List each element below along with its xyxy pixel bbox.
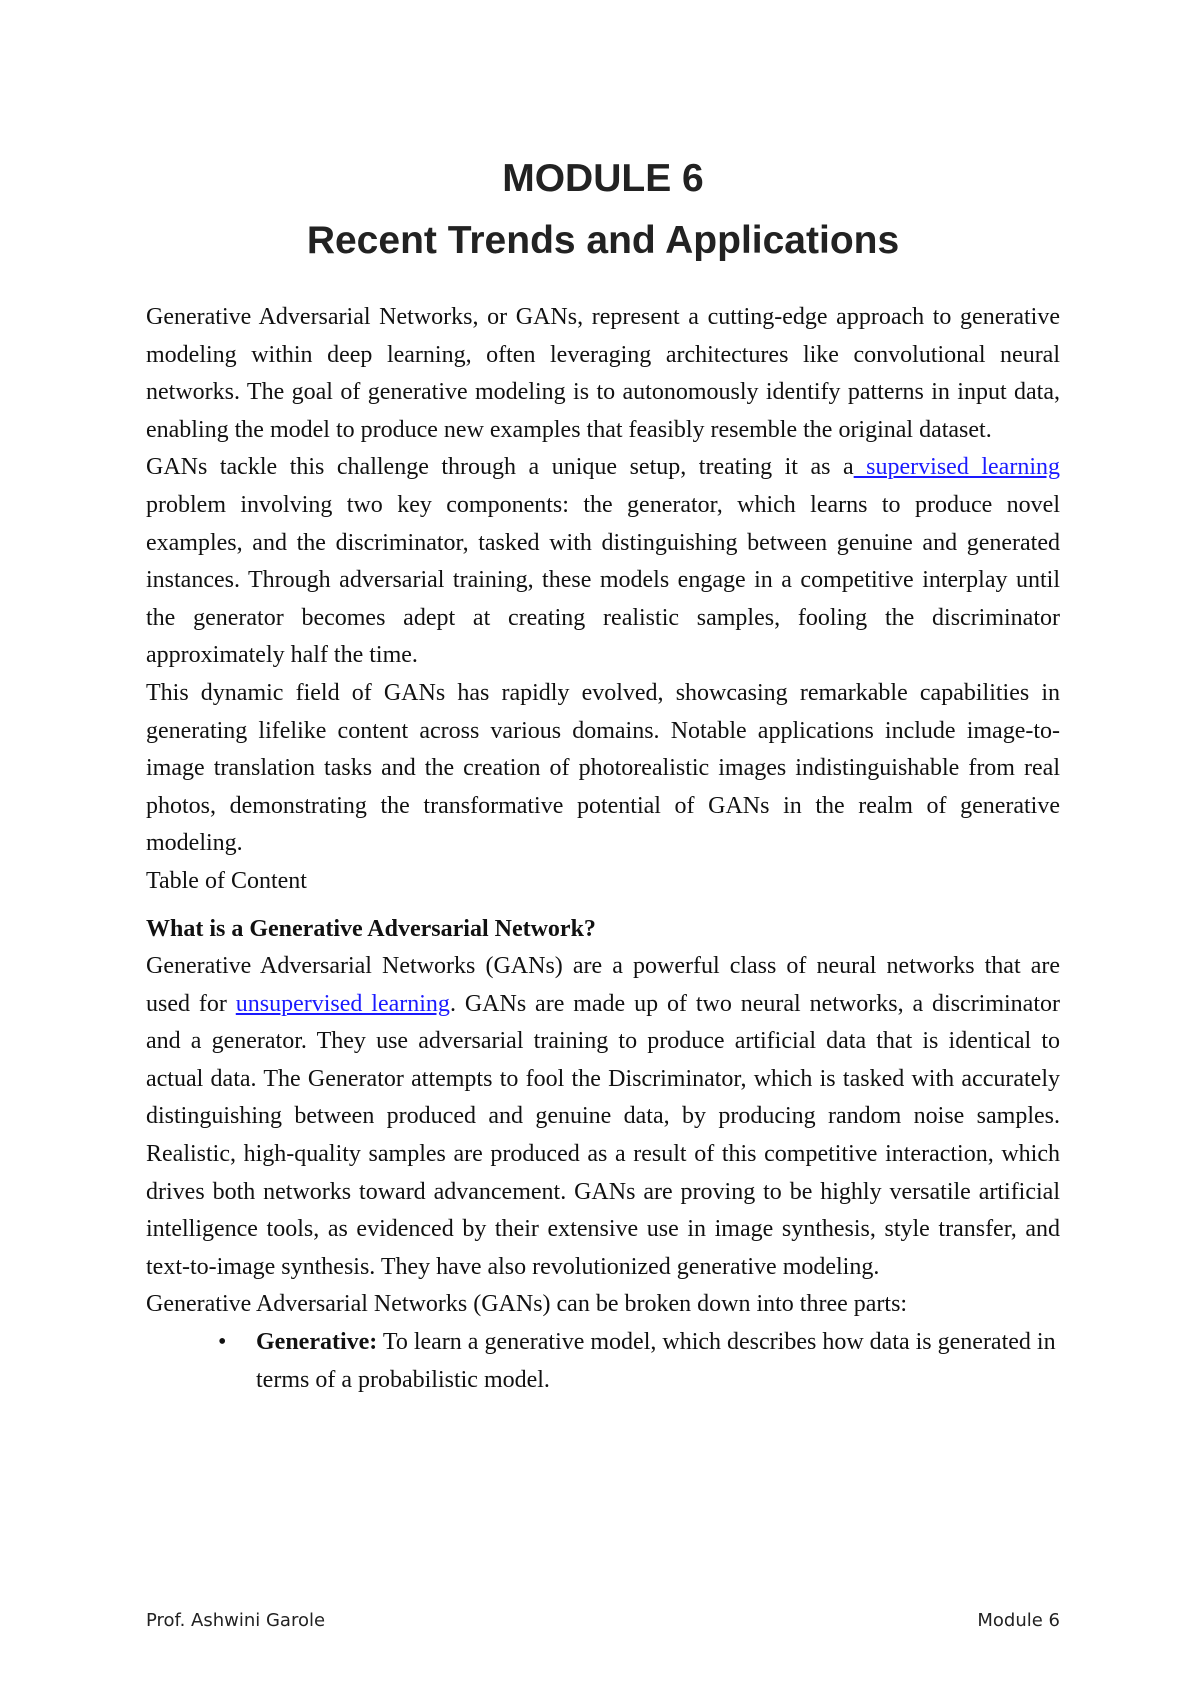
intro-paragraph-2 [146,449,1060,675]
list-item-term: Generative: [256,1329,378,1356]
table-of-content-label: Table of Content [146,867,307,894]
intro-paragraph-1: Generative Adversarial Networks, or GANs, represent a cutting-edge approach to generative modeling within deep learning, often leveraging architectures like convolutional neural networks. The goal of generative modeling is to autonomously identify patterns in input data, enabling the model to produce new examples that feasibly resemble the original dataset. [146,304,1060,443]
section-heading: What is a Generative Adversarial Network? [146,915,596,942]
section-paragraph-2: Generative Adversarial Networks (GANs) can be broken down into three parts: [146,1291,908,1318]
unsupervised-learning-link[interactable]: unsupervised learning [235,990,450,1017]
intro-paragraph-3: This dynamic field of GANs has rapidly evolved, showcasing remarkable capabilities in generating lifelike content across various domains. Notable applications include image-to-image translation tasks and the creation of photorealistic images indistinguishable from real photos, demonstrating the transformative potential of GANs in the realm of generative modeling. [146,679,1060,857]
page-title [146,148,1060,272]
parts-list [146,1324,1060,1399]
section-paragraph-1-start: Generative Adversarial Networks (GANs) are a powerful class of neural networks that are used for [146,953,1060,1017]
document-body [146,299,1060,1399]
section-paragraph-1-end: . GANs are made up of two neural networks, a discriminator and a generator. They use adversarial training to produce artificial data that is identical to actual data. The Generator attempts to fool the Discriminator, which is tasked with accurately distinguishing between produced and genuine data, by producing random noise samples. Realistic, high-quality samples are produced as a result of this competitive interaction, which drives both networks toward advancement. GANs are proving to be highly versatile artificial intelligence tools, as evidenced by their extensive use in image synthesis, style transfer, and text-to-image synthesis. They have also revolutionized generative modeling. [146,990,1060,1280]
bullet-icon: • [218,1329,227,1356]
section-paragraph-1 [146,948,1060,1286]
supervised-learning-link[interactable]: supervised learning [853,454,1060,481]
footer-module: Module 6 [977,1610,1060,1631]
module-title: MODULE 6 [502,157,704,200]
footer-author: Prof. Ashwini Garole [146,1610,326,1631]
list-item-text: To learn a generative model, which describes how data is generated in terms of a probabilistic model. [256,1329,1056,1393]
intro-paragraph-2-start: GANs tackle this challenge through a unique setup, treating it as a [146,454,854,481]
intro-paragraph-2-end: problem involving two key components: the generator, which learns to produce novel examples, and the discriminator, tasked with distinguishing between genuine and generated instances. Through adversarial training, these models engage in a competitive interplay until the generator becomes adept at creating realistic samples, fooling the discriminator approximately half the time. [146,491,1060,669]
module-subtitle: Recent Trends and Applications [306,219,900,262]
list-item [146,1324,1060,1399]
